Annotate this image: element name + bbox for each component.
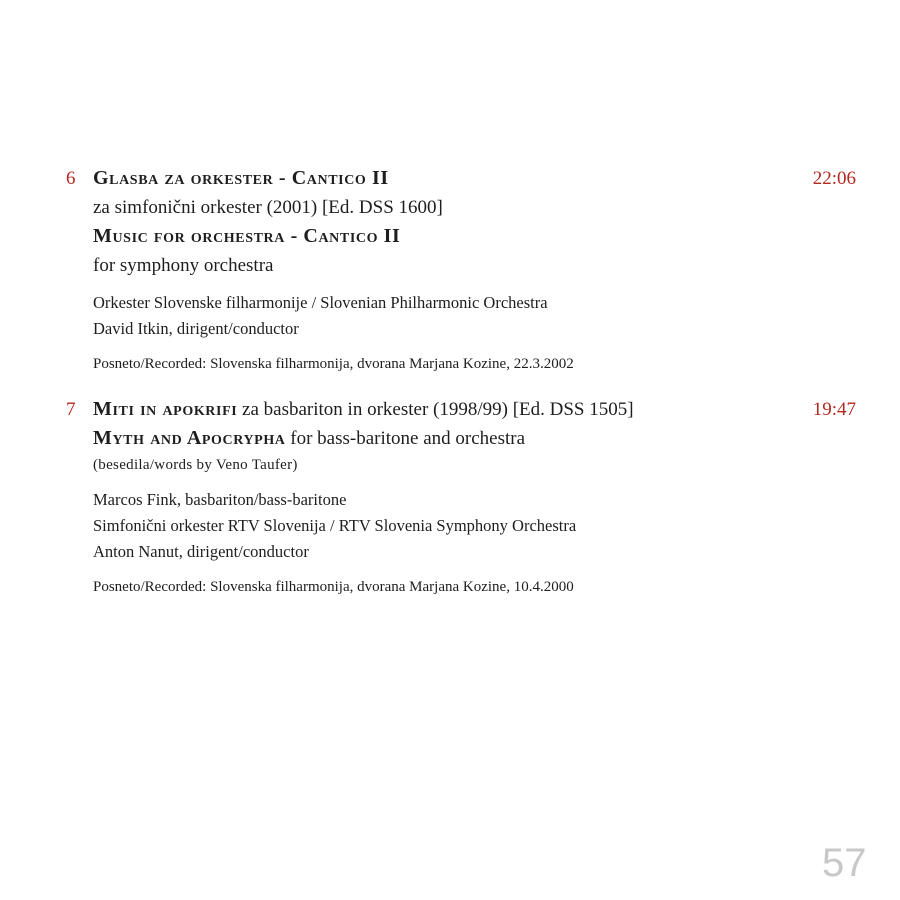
subtitle-english: for bass-baritone and orchestra [285, 428, 526, 449]
track-duration: 22:06 [812, 168, 856, 189]
performers [93, 487, 793, 565]
recording-info: Posneto/Recorded: Slovenska filharmonija, dvorana Marjana Kozine, 22.3.2002 [93, 356, 574, 372]
subtitle-slovenian: za simfonični orkester (2001) [Ed. DSS 1600] [93, 197, 443, 218]
recording-info: Posneto/Recorded: Slovenska filharmonija, dvorana Marjana Kozine, 10.4.2000 [93, 579, 574, 595]
track-number: 7 [66, 399, 76, 420]
performer-line: David Itkin, dirigent/conductor [93, 319, 299, 338]
page-number: 57 [822, 841, 867, 885]
performer-line: Orkester Slovenske filharmonije / Slovenian Philharmonic Orchestra [93, 293, 548, 312]
performer-line: Anton Nanut, dirigent/conductor [93, 542, 309, 561]
title-slovenian: Glasba za orkester - Cantico II [93, 167, 389, 189]
performers [93, 290, 793, 342]
title-slovenian: Miti in apokrifi [93, 398, 238, 420]
track-details [93, 164, 793, 376]
track-duration: 19:47 [812, 399, 856, 420]
lyrics-credit: (besedila/words by Veno Taufer) [93, 457, 298, 473]
subtitle-english: for symphony orchestra [93, 255, 274, 276]
title-english: Myth and Apocrypha [93, 427, 286, 449]
performer-line: Simfonični orkester RTV Slovenija / RTV Slovenia Symphony Orchestra [93, 516, 577, 535]
track-details [93, 395, 793, 599]
title-english: Music for orchestra - Cantico II [93, 225, 401, 247]
track-number: 6 [66, 168, 76, 189]
subtitle-slovenian: za basbariton in orkester (1998/99) [Ed. DSS 1505] [237, 399, 634, 420]
performer-line: Marcos Fink, basbariton/bass-baritone [93, 490, 347, 509]
